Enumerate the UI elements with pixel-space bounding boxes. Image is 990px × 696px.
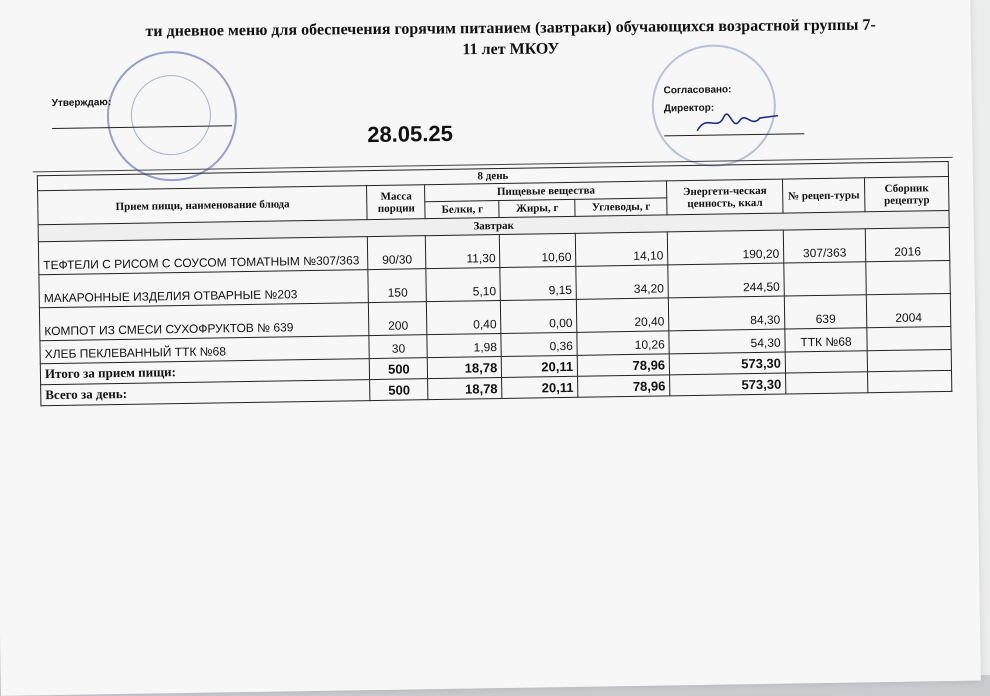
empty-cell bbox=[786, 372, 868, 394]
dish-name: МАКАРОННЫЕ ИЗДЕЛИЯ ОТВАРНЫЕ №203 bbox=[39, 270, 369, 308]
day-total-mass: 500 bbox=[370, 379, 428, 401]
col-collection: Сборник рецептур bbox=[864, 176, 949, 211]
meal-total-mass: 500 bbox=[370, 358, 428, 380]
title-line-1: ти дневное меню для обеспечения горячим питанием (завтраки) обучающихся возрастной группы 7- bbox=[145, 16, 876, 41]
proteins-value: 11,30 bbox=[426, 235, 500, 269]
fats-value: 0,00 bbox=[501, 299, 577, 333]
col-fats: Жиры, г bbox=[499, 199, 575, 217]
proteins-value: 0,40 bbox=[427, 301, 501, 335]
recipe-number: 639 bbox=[784, 295, 866, 329]
day-total-energy: 573,30 bbox=[670, 373, 786, 396]
recipe-collection bbox=[867, 326, 951, 350]
day-total-carbs: 78,96 bbox=[578, 375, 670, 397]
fats-value: 9,15 bbox=[500, 266, 576, 300]
dish-name: КОМПОТ ИЗ СМЕСИ СУХОФРУКТОВ № 639 bbox=[39, 303, 369, 341]
recipe-collection: 2016 bbox=[865, 227, 950, 261]
day-total-label: Всего за день: bbox=[41, 380, 371, 406]
empty-cell bbox=[785, 351, 867, 373]
energy-value: 190,20 bbox=[668, 230, 784, 265]
title-line-2: 11 лет МКОУ bbox=[462, 40, 560, 59]
meal-label: Завтрак bbox=[38, 210, 949, 241]
day-total-fats: 20,11 bbox=[502, 376, 578, 398]
portion-mass: 90/30 bbox=[368, 236, 426, 270]
document-title bbox=[111, 14, 911, 63]
carbs-value: 34,20 bbox=[576, 265, 668, 299]
agreed-label: Согласовано: bbox=[663, 84, 732, 97]
col-proteins: Белки, г bbox=[425, 201, 499, 219]
day-total-proteins: 18,78 bbox=[428, 378, 502, 400]
recipe-collection: 2004 bbox=[866, 293, 951, 327]
col-energy: Энергети-ческая ценность, ккал bbox=[667, 179, 783, 215]
day-label: 8 день bbox=[37, 161, 948, 190]
recipe-collection bbox=[866, 260, 951, 294]
energy-value: 84,30 bbox=[669, 296, 785, 331]
col-dish: Прием пищи, наименование блюда bbox=[38, 186, 368, 225]
menu-date: 28.05.25 bbox=[367, 120, 454, 148]
recipe-number: ТТК №68 bbox=[785, 328, 867, 352]
menu-table bbox=[37, 161, 953, 406]
proteins-value: 1,98 bbox=[427, 334, 501, 358]
empty-cell bbox=[867, 349, 951, 371]
energy-value: 54,30 bbox=[669, 329, 785, 354]
meal-total-carbs: 78,96 bbox=[578, 354, 670, 376]
meal-total-fats: 20,11 bbox=[502, 355, 578, 377]
director-label: Директор: bbox=[663, 102, 715, 115]
portion-mass: 150 bbox=[368, 269, 426, 303]
carbs-value: 10,26 bbox=[577, 331, 669, 355]
dish-name: ХЛЕБ ПЕКЛЕВАННЫЙ ТТК №68 bbox=[40, 336, 370, 364]
meal-total-proteins: 18,78 bbox=[428, 357, 502, 379]
col-nutrients: Пищевые вещества bbox=[425, 181, 667, 202]
school-seal bbox=[106, 50, 238, 182]
meal-total-energy: 573,30 bbox=[669, 352, 785, 375]
approve-label: Утверждаю: bbox=[51, 97, 112, 110]
portion-mass: 200 bbox=[369, 302, 427, 336]
fats-value: 0,36 bbox=[501, 332, 577, 356]
director-signature bbox=[692, 102, 783, 143]
energy-value: 244,50 bbox=[668, 263, 784, 298]
recipe-number bbox=[784, 262, 866, 296]
dish-name: ТЕФТЕЛИ С РИСОМ С СОУСОМ ТОМАТНЫМ №307/363 bbox=[38, 237, 368, 275]
portion-mass: 30 bbox=[369, 335, 427, 359]
fats-value: 10,60 bbox=[500, 233, 576, 267]
recipe-number: 307/363 bbox=[783, 229, 865, 263]
proteins-value: 5,10 bbox=[426, 268, 500, 302]
col-recipe-no: № рецеп-туры bbox=[783, 178, 865, 213]
col-mass: Масса порции bbox=[367, 185, 425, 220]
meal-total-label: Итого за прием пищи: bbox=[40, 359, 370, 385]
carbs-value: 14,10 bbox=[576, 232, 668, 266]
carbs-value: 20,40 bbox=[577, 298, 669, 332]
empty-cell bbox=[868, 370, 952, 392]
col-carbs: Углеводы, г bbox=[575, 198, 667, 216]
